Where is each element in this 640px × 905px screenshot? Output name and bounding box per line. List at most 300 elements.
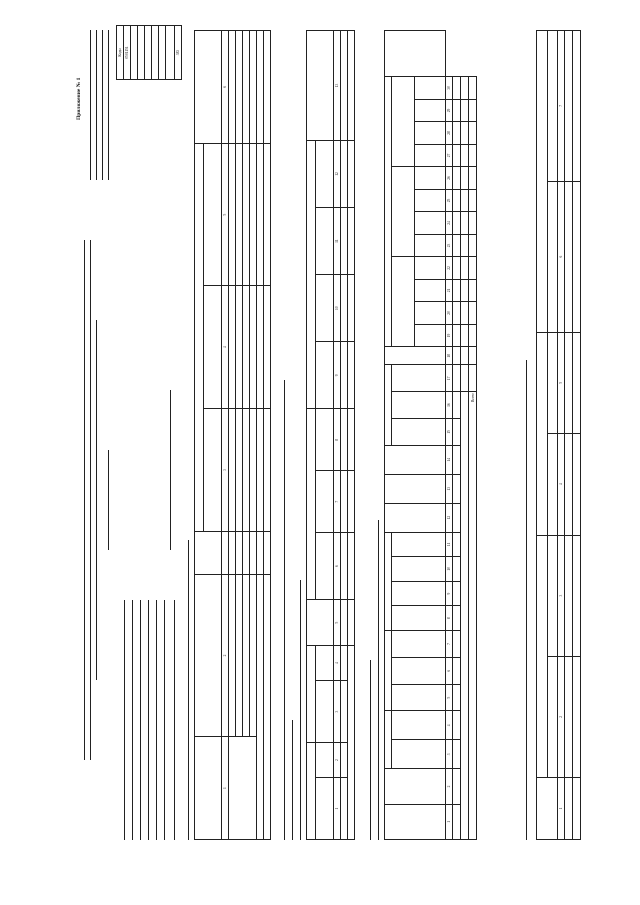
header-cell [195,143,204,531]
requisite-line [148,600,149,840]
data-cell [461,365,469,392]
header-cell [315,646,333,681]
colnum: 18 [446,347,453,365]
data-cell [243,409,250,532]
data-cell [243,286,250,409]
section211-title-line [300,580,301,840]
data-cell [461,99,469,122]
header-cell [307,743,316,840]
annex-note-line-1 [90,30,91,180]
colnum: 6 [222,31,229,144]
colnum: 9 [446,581,453,606]
header-cell [307,140,316,409]
data-cell [565,656,573,777]
data-cell [453,804,461,839]
data-cell [461,167,469,190]
header-cell [392,657,446,684]
data-cell [453,657,461,684]
header-cell [385,445,446,474]
colnum: 4 [334,646,341,681]
header-cell [315,208,333,275]
data-cell [573,31,581,182]
header-cell [385,804,446,839]
header-cell [385,769,446,804]
data-cell [453,392,461,419]
data-cell [453,347,461,365]
header-cell [203,143,221,286]
colnum: 9 [334,342,341,409]
header-cell [385,347,446,365]
requisite-line [156,600,157,840]
colnum: 7 [446,631,453,658]
data-cell [461,189,469,212]
data-cell [573,181,581,332]
data-cell [461,144,469,167]
data-cell [453,167,461,190]
data-cell [229,531,236,574]
data-cell [469,302,477,325]
header-cell [315,275,333,342]
code-cell [166,26,175,80]
data-cell [341,409,348,471]
data-cell [469,347,477,365]
title-line-1 [84,240,85,760]
colnum: 5 [446,684,453,711]
data-cell [264,31,271,144]
budget-level-line [170,390,171,550]
data-cell [565,31,573,182]
colnum: 7 [334,471,341,533]
data-cell [453,302,461,325]
data-cell [469,212,477,235]
header-cell [547,656,558,777]
data-cell [565,434,573,536]
data-cell [565,777,573,839]
data-cell [453,77,461,100]
title-line-3 [96,320,97,680]
colnum: 8 [446,606,453,631]
header-cell [547,332,558,434]
colnum: 24 [446,212,453,235]
data-cell [461,324,469,347]
colnum: 12 [446,503,453,532]
header-cell [315,533,333,600]
data-cell [469,99,477,122]
data-cell [257,531,264,574]
annex-note-line-2 [96,30,97,180]
data-cell [348,342,355,409]
header-cell [537,777,558,839]
header-cell [315,471,333,533]
colnum: 3 [446,740,453,769]
colnum: 5 [558,332,565,434]
data-cell [243,574,250,737]
total-label [257,574,264,839]
data-cell [453,503,461,532]
header-cell [385,77,392,347]
colnum: 11 [446,532,453,557]
colnum: 26 [446,167,453,190]
data-cell [573,332,581,434]
data-cell [453,324,461,347]
data-cell [469,365,477,392]
data-cell [236,531,243,574]
section22-table [384,30,477,840]
data-cell [461,347,469,365]
header-cell [203,286,221,409]
data-cell [461,279,469,302]
data-cell [453,99,461,122]
data-cell [469,77,477,100]
data-cell [461,122,469,145]
header-cell [392,631,446,658]
requisite-line [174,600,175,840]
header-cell [307,31,334,141]
section222-table [536,30,581,840]
annex-note-line-4 [108,30,109,180]
data-cell [341,600,348,646]
code-cell [145,26,152,80]
colnum: 17 [446,365,453,392]
data-cell [461,77,469,100]
data-cell [573,434,581,536]
data-cell [229,143,236,286]
colnum: 13 [446,474,453,503]
code-cell [152,26,159,80]
colnum: 5 [222,143,229,286]
data-cell [453,212,461,235]
section1-table [194,30,271,840]
colnum [222,531,229,574]
colnum: 6 [446,657,453,684]
codes-header: Коды [117,26,124,80]
header-cell [415,324,446,347]
data-cell [341,743,348,778]
data-cell [341,471,348,533]
data-cell [461,212,469,235]
header-cell [195,531,222,574]
header-cell [203,409,221,532]
data-cell [469,279,477,302]
requisite-line [132,600,133,840]
colnum: 10 [446,557,453,582]
data-cell [229,286,236,409]
header-cell [385,474,446,503]
header-cell [195,31,222,144]
total-label: Всего [469,392,477,840]
colnum: 29 [446,99,453,122]
data-cell [453,684,461,711]
colnum: 2 [446,769,453,804]
colnum: 27 [446,144,453,167]
data-cell [250,574,257,737]
data-cell [469,167,477,190]
colnum: 2 [334,743,341,778]
colnum: 28 [446,122,453,145]
data-cell [348,409,355,471]
data-cell [453,711,461,740]
code-cell: 383 [175,26,182,80]
colnum: 19 [446,324,453,347]
data-cell [257,409,264,532]
header-cell [415,144,446,167]
data-cell [243,531,250,574]
data-cell [453,631,461,658]
header-cell [392,418,446,445]
header-cell [315,342,333,409]
data-cell [565,332,573,434]
header-cell [392,532,446,557]
annex-note-line-3 [102,30,103,180]
data-cell [257,286,264,409]
rotated-form [70,20,610,880]
data-cell [453,581,461,606]
annex-label: Приложение № 1 [76,77,82,120]
header-cell [315,681,333,743]
header-cell [385,631,392,711]
colnum: 4 [446,711,453,740]
header-cell [392,167,415,257]
header-cell [415,189,446,212]
data-cell [341,533,348,600]
header-cell [385,503,446,532]
data-cell [229,31,236,144]
data-cell [250,31,257,144]
section22-title-line [370,660,371,840]
header-cell [547,434,558,536]
header-cell [537,535,548,777]
data-cell [348,471,355,533]
date-line [108,450,109,550]
header-cell [392,581,446,606]
header-cell [315,140,333,207]
header-cell [392,557,446,582]
data-cell [264,286,271,409]
code-cell [131,26,138,80]
colnum: 8 [334,409,341,471]
colnum: 7 [558,31,565,182]
colnum: 2 [558,656,565,777]
requisite-line [164,600,165,840]
data-cell [250,143,257,286]
data-cell [236,409,243,532]
data-cell [469,324,477,347]
colnum: 25 [446,189,453,212]
data-cell [348,208,355,275]
data-cell [236,574,243,737]
data-cell [461,302,469,325]
header-cell [415,279,446,302]
subtotal-label [264,574,271,839]
data-cell [453,122,461,145]
header-cell [547,31,558,182]
data-cell [453,474,461,503]
header-cell [392,77,415,167]
header-cell [392,392,446,419]
row-label [461,392,469,840]
section21-table [306,30,355,840]
data-cell [453,445,461,474]
colnum: 5 [334,600,341,646]
data-cell [469,234,477,257]
data-cell [341,342,348,409]
title-line-2 [90,240,91,760]
data-cell [229,574,236,737]
colnum: 4 [222,286,229,409]
header-cell [537,332,548,535]
data-cell [453,144,461,167]
header-cell [385,365,392,445]
data-cell [461,257,469,280]
data-cell [341,31,348,141]
header-cell [415,99,446,122]
colnum: 3 [334,681,341,743]
header-cell [195,737,222,840]
data-cell [341,646,348,681]
colnum: 3 [222,409,229,532]
section2-title-line [284,380,285,840]
row-label [348,646,355,840]
data-cell [565,535,573,656]
colnum: 3 [558,535,565,656]
data-cell [469,122,477,145]
colnum: 1 [446,804,453,839]
data-cell [453,557,461,582]
header-cell [392,684,446,711]
colnum: 4 [558,434,565,536]
header-cell [315,778,333,840]
header-cell [547,535,558,656]
data-cell [243,143,250,286]
data-cell [348,31,355,141]
colnum: 1 [558,777,565,839]
data-cell [341,275,348,342]
colnum: 6 [558,181,565,332]
code-cell: 0501151 [124,26,131,80]
data-cell [236,286,243,409]
header-cell [392,365,446,392]
section221-title-line [378,520,379,840]
header-cell [547,181,558,332]
data-cell [469,257,477,280]
data-cell [453,279,461,302]
header-cell [195,574,222,737]
data-cell [573,777,581,839]
colnum: 12 [334,140,341,207]
header-cell [315,743,333,778]
colnum: 1 [334,778,341,840]
requisite-line [140,600,141,840]
colnum: 20 [446,302,453,325]
data-cell [469,189,477,212]
data-cell [236,31,243,144]
data-cell [257,31,264,144]
data-cell [573,656,581,777]
data-cell [264,409,271,532]
data-cell [348,600,355,646]
header-cell [537,31,548,333]
header-cell [392,606,446,631]
data-cell [453,769,461,804]
colnum: 10 [334,275,341,342]
data-cell [341,208,348,275]
colnum: 1 [222,737,229,840]
colnum: 16 [446,392,453,419]
data-cell [565,181,573,332]
header-cell [415,257,446,280]
data-cell [229,737,257,840]
colnum: 2 [222,574,229,737]
code-cell [138,26,145,80]
colnum: 13 [334,31,341,141]
header-cell [415,212,446,235]
data-cell [348,140,355,207]
data-cell [453,257,461,280]
header-cell [385,532,392,631]
header-cell [385,711,392,769]
header-cell [415,77,446,100]
header-cell [385,31,446,77]
colnum: 30 [446,77,453,100]
data-cell [243,31,250,144]
data-cell [250,409,257,532]
data-cell [341,140,348,207]
data-cell [250,286,257,409]
data-cell [573,535,581,656]
section222-title-line [526,360,527,840]
codes-table [116,25,182,80]
header-cell [415,234,446,257]
data-cell [348,533,355,600]
data-cell [453,606,461,631]
data-cell [453,189,461,212]
colnum: 22 [446,257,453,280]
data-cell [453,418,461,445]
data-cell [461,234,469,257]
header-cell [392,711,446,740]
requisite-line [124,600,125,840]
header-cell [392,257,415,347]
data-cell [341,681,348,743]
data-cell [250,531,257,574]
colnum: 6 [334,533,341,600]
data-cell [257,143,264,286]
colnum: 23 [446,234,453,257]
header-cell [307,409,316,600]
data-cell [341,778,348,840]
data-cell [264,143,271,286]
section21-title-line [292,720,293,840]
colnum: 21 [446,279,453,302]
colnum: 15 [446,418,453,445]
data-cell [453,532,461,557]
header-cell [307,600,334,646]
data-cell [469,144,477,167]
header-cell [315,409,333,471]
header-cell [307,646,316,743]
data-cell [453,365,461,392]
data-cell [453,740,461,769]
colnum: 14 [446,445,453,474]
code-cell [159,26,166,80]
header-cell [415,302,446,325]
header-cell [415,167,446,190]
data-cell [236,143,243,286]
data-cell [348,275,355,342]
header-cell [415,122,446,145]
colnum: 11 [334,208,341,275]
data-cell [453,234,461,257]
